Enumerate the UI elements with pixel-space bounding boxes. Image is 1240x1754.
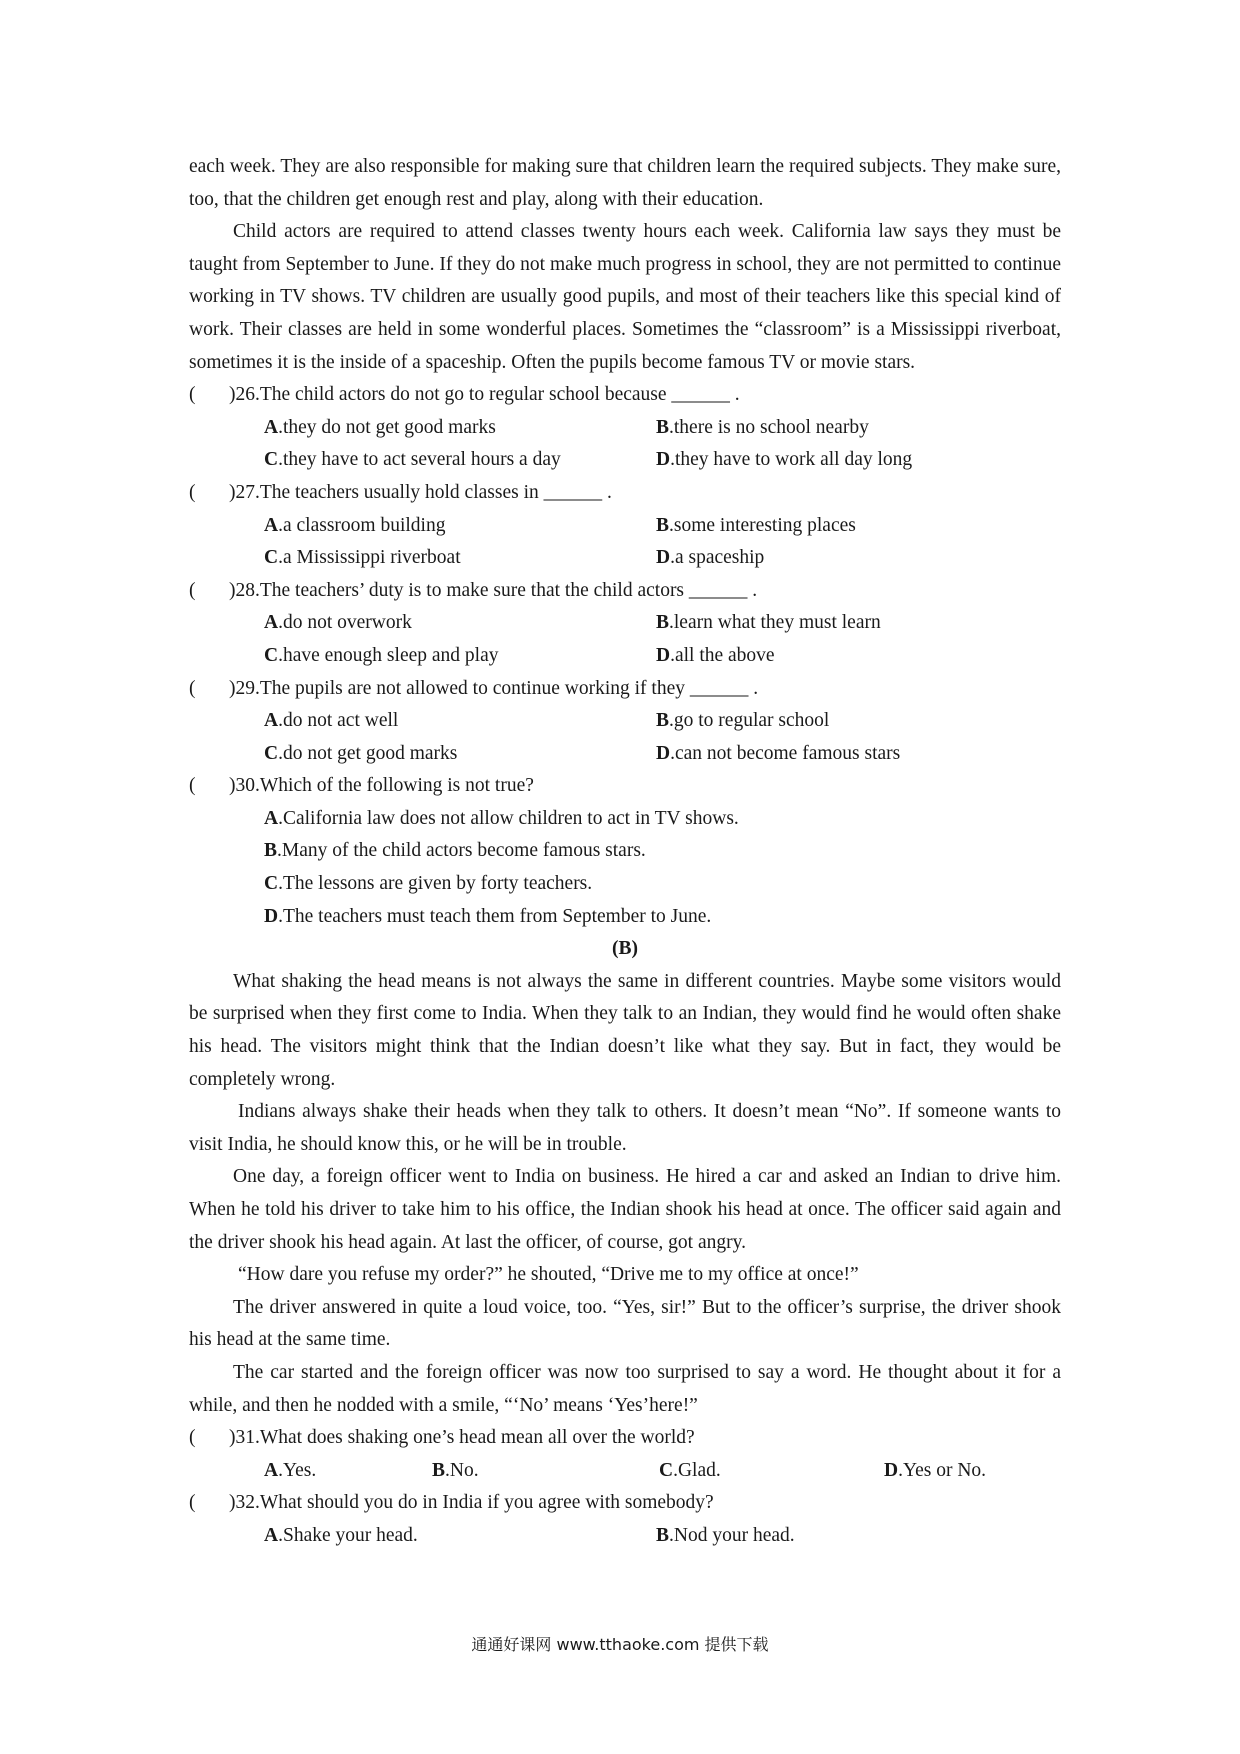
question-stem: )31.What does shaking one’s head mean all over the world? [229, 1427, 695, 1449]
passage-b-paragraph-5: The driver answered in quite a loud voice, too. “Yes, sir!” But to the officer’s surprise, the driver shook his head at the same time. [189, 1296, 1061, 1351]
option-a: A.they do not get good marks [264, 416, 496, 438]
question-28 [189, 575, 1061, 673]
option-a: A.Yes. [264, 1459, 317, 1481]
option-d: D.all the above [656, 644, 775, 666]
answer-bracket: ( [189, 677, 196, 699]
passage-b-paragraph-6: The car started and the foreign officer was now too surprised to say a word. He thought about it for a while, and then he nodded with a smile, “‘No’ means ‘Yes’here!” [189, 1361, 1061, 1416]
question-27 [189, 477, 1061, 575]
option-b: B.No. [432, 1459, 479, 1481]
exam-page [189, 151, 1061, 1553]
option-d: D.a spaceship [656, 547, 765, 569]
question-26 [189, 379, 1061, 477]
answer-bracket: ( [189, 481, 196, 503]
question-stem: )28.The teachers’ duty is to make sure that the child actors ______ . [229, 579, 758, 601]
option-a: A.do not overwork [264, 612, 412, 634]
passage-b-paragraph-2: Indians always shake their heads when they talk to others. It doesn’t mean “No”. If someone wants to visit India, he should know this, or he will be in trouble. [189, 1101, 1061, 1155]
option-b: B.go to regular school [656, 710, 830, 732]
question-31 [189, 1422, 1061, 1487]
section-heading-b: (B) [612, 938, 638, 960]
question-stem: )30.Which of the following is not true? [229, 775, 534, 797]
option-c: C.The lessons are given by forty teachers. [264, 873, 593, 895]
passage-b-paragraph-3: One day, a foreign officer went to India on business. He hired a car and asked an Indian to drive him. When he told his driver to take him to his office, the Indian shook his head at once. The officer said again and the driver shook his head again. At last the officer, of course, got angry. [189, 1166, 1061, 1253]
question-stem: )29.The pupils are not allowed to continue working if they ______ . [229, 677, 759, 699]
question-stem: )26.The child actors do not go to regular school because ______ . [229, 384, 740, 406]
option-d: D.they have to work all day long [656, 449, 913, 471]
option-b: B.there is no school nearby [656, 416, 869, 438]
option-a: A.Shake your head. [264, 1524, 418, 1546]
answer-bracket: ( [189, 775, 196, 797]
option-a: A.do not act well [264, 710, 399, 732]
option-b: B.Nod your head. [656, 1524, 795, 1546]
question-30 [189, 770, 1061, 933]
option-a: A.a classroom building [264, 514, 446, 536]
option-a: A.California law does not allow children to act in TV shows. [264, 807, 739, 829]
option-c: C.a Mississippi riverboat [264, 547, 461, 569]
answer-bracket: ( [189, 1492, 196, 1514]
page-footer: 通通好课网 www.tthaoke.com 提供下载 [471, 1635, 769, 1654]
passage-b-paragraph-1: What shaking the head means is not always the same in different countries. Maybe some visitors would be surprised when they first come to India. When they talk to an Indian, they would find he would often shake his head. The visitors might think that the Indian doesn’t like what they say. But in fact, they would be completely wrong. [189, 970, 1061, 1090]
option-c: C.Glad. [659, 1459, 721, 1481]
answer-bracket: ( [189, 1427, 196, 1449]
question-32 [189, 1487, 1061, 1552]
passage-b-paragraph-4: “How dare you refuse my order?” he shouted, “Drive me to my office at once!” [238, 1264, 859, 1286]
question-29 [189, 673, 1061, 771]
passage-a-paragraph-1: each week. They are also responsible for making sure that children learn the required subjects. They make sure, too, that the children get enough rest and play, along with their education. [189, 156, 1061, 210]
passage-a-paragraph-2: Child actors are required to attend classes twenty hours each week. California law says they must be taught from September to June. If they do not make much progress in school, they are not permitted to continue working in TV shows. TV children are usually good pupils, and most of their teachers like this special kind of work. Their classes are held in some wonderful places. Sometimes the “classroom” is a Mississippi riverboat, sometimes it is the inside of a spaceship. Often the pupils become famous TV or movie stars. [189, 221, 1061, 373]
option-c: C.have enough sleep and play [264, 644, 499, 666]
answer-bracket: ( [189, 579, 196, 601]
option-b: B.Many of the child actors become famous stars. [264, 840, 646, 862]
option-d: D.The teachers must teach them from September to June. [264, 905, 712, 927]
option-b: B.learn what they must learn [656, 612, 881, 634]
option-b: B.some interesting places [656, 514, 856, 536]
option-d: D.can not become famous stars [656, 742, 901, 764]
answer-bracket: ( [189, 384, 196, 406]
option-d: D.Yes or No. [884, 1459, 987, 1481]
option-c: C.do not get good marks [264, 742, 458, 764]
question-stem: )32.What should you do in India if you agree with somebody? [229, 1492, 714, 1514]
option-c: C.they have to act several hours a day [264, 449, 561, 471]
question-stem: )27.The teachers usually hold classes in ______ . [229, 481, 612, 503]
